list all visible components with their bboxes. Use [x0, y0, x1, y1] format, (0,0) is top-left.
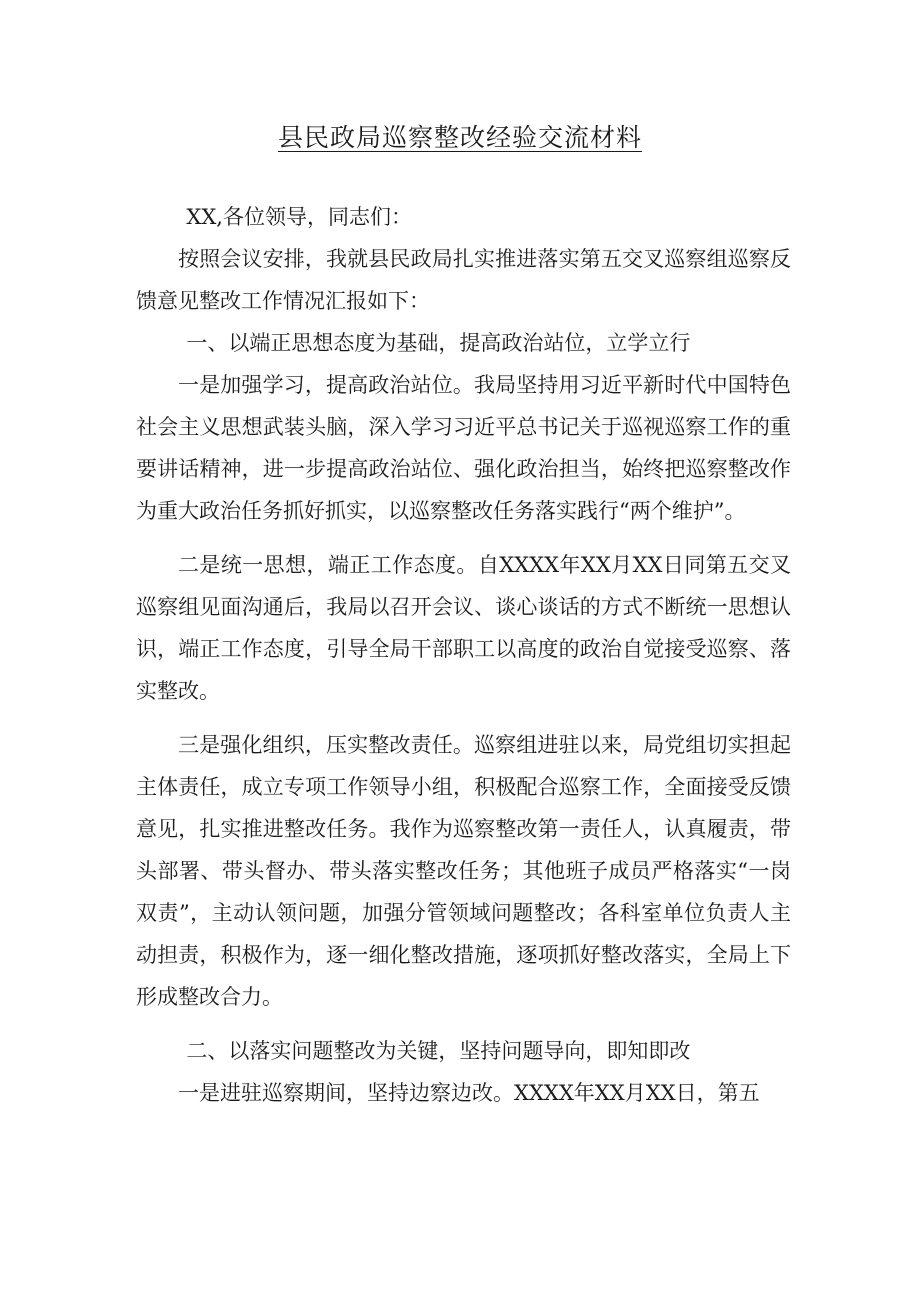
intro-paragraph: 按照会议安排，我就县民政局扎实推进落实第五交叉巡察组巡察反馈意见整改工作情况汇报如下： — [136, 247, 791, 313]
document-body — [136, 196, 791, 1114]
document-title — [0, 118, 920, 154]
salutation: XX,各位领导，同志们： — [186, 205, 412, 229]
section-1-paragraph-1: 一是加强学习，提高政治站位。我局坚持用习近平新时代中国特色社会主义思想武装头脑，深入学习习近平总书记关于巡视巡察工作的重要讲话精神，进一步提高政治站位、强化政治担当，始终把巡察整改作为重大政治任务抓好抓实，以巡察整改任务落实践行“两个维护”。 — [136, 373, 791, 523]
section-1-paragraph-3: 三是强化组织，压实整改责任。巡察组进驻以来，局党组切实担起主体责任，成立专项工作领导小组，积极配合巡察工作，全面接受反馈意见，扎实推进整改任务。我作为巡察整改第一责任人，认真履责，带头部署、带头督办、带头落实整改任务；其他班子成员严格落实“一岗双责”，主动认领问题，加强分管领域问题整改；各科室单位负责人主动担责，积极作为，逐一细化整改措施，逐项抓好整改落实，全局上下形成整改合力。 — [136, 733, 791, 1009]
section-1-paragraph-2: 二是统一思想，端正工作态度。自XXXX年XX月XX日同第五交叉巡察组见面沟通后，我局以召开会议、谈心谈话的方式不断统一思想认识，端正工作态度，引导全局干部职工以高度的政治自觉接受巡察、落实整改。 — [136, 553, 791, 703]
section-1-heading: 一、以端正思想态度为基础，提高政治站位，立学立行 — [186, 331, 691, 355]
section-2-paragraph-1: 一是进驻巡察期间，坚持边察边改。XXXX年XX月XX日，第五 — [178, 1081, 760, 1105]
document-title-text: 县民政局巡察整改经验交流材料 — [277, 123, 642, 152]
section-2-heading: 二、以落实问题整改为关键，坚持问题导向，即知即改 — [186, 1039, 691, 1063]
